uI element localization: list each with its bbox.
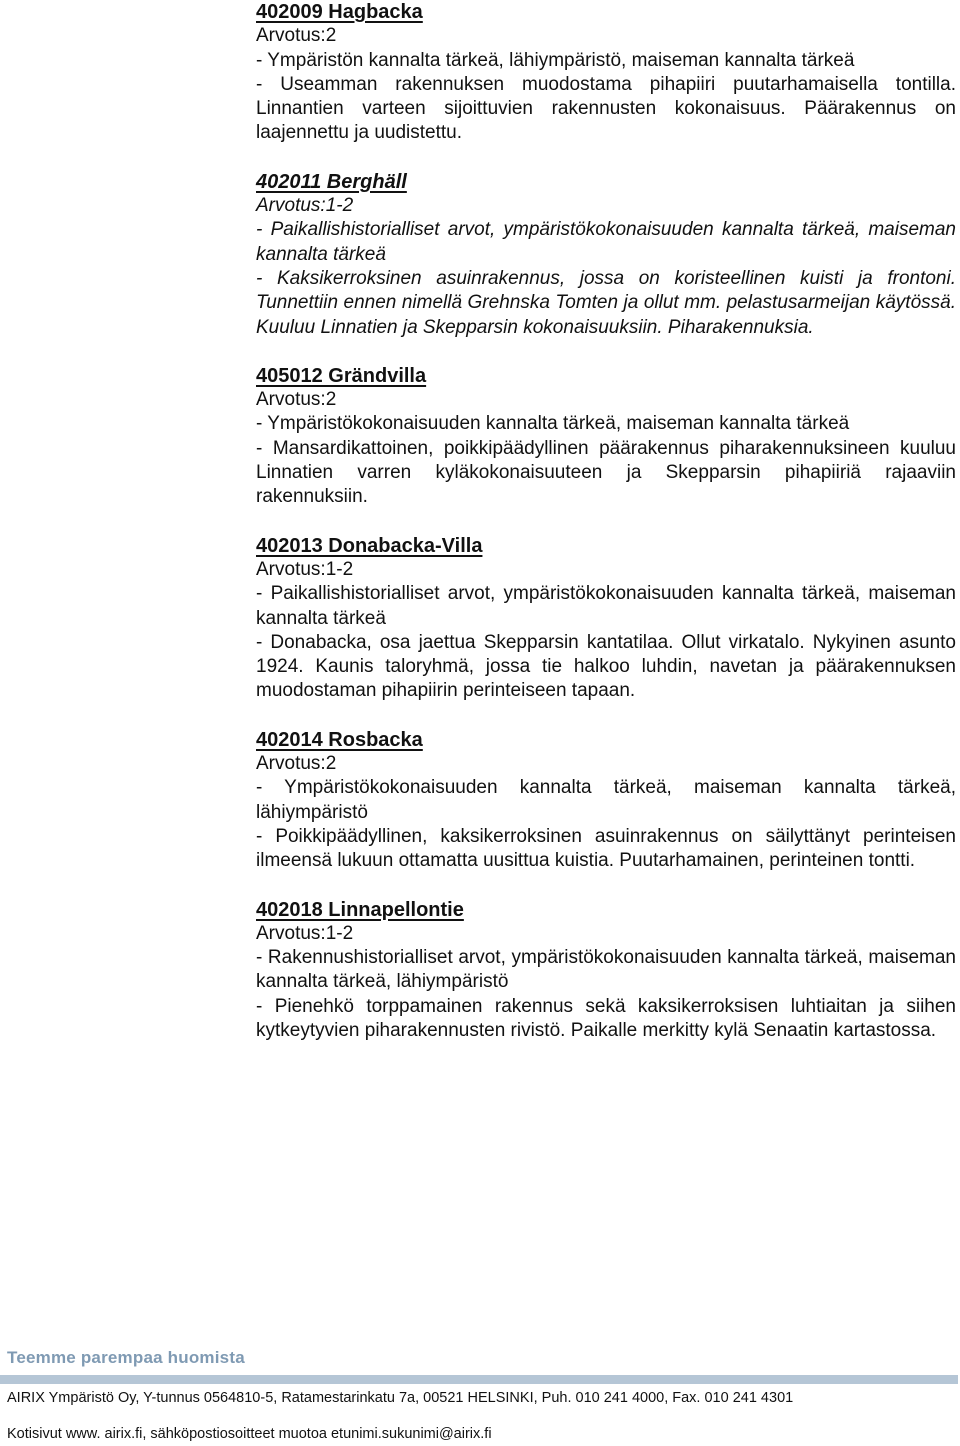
document-body	[256, 0, 956, 1067]
entry-description: - Kaksikerroksinen asuinrakennus, jossa on koristeellinen kuisti ja frontoni. Tunnettiin ennen nimellä Grehnska Tomten ja ollut mm. pelastusarmeijan käytössä. Kuuluu Linnatien ja Skepparsin kokonaisuuksiin. Piharakennuksia.	[256, 267, 956, 338]
entry-description: - Mansardikattoinen, poikkipäädyllinen päärakennus piharakennuksineen kuuluu Linnatien varren kyläkokonaisuuteen ja Skepparsin pihapiiriä rajaaviin rakennuksiin.	[256, 437, 956, 508]
entry-title: 402009 Hagbacka	[256, 1, 423, 23]
entry-values: - Paikallishistorialliset arvot, ympäristökokonaisuuden kannalta tärkeä, maiseman kannalta tärkeä	[256, 583, 956, 629]
entry-grade: Arvotus:2	[256, 389, 337, 411]
entry-values: - Ympäristön kannalta tärkeä, lähiympäristö, maiseman kannalta tärkeä	[256, 49, 855, 71]
company-slogan: Teemme parempaa huomista	[7, 1348, 245, 1367]
entry-description: - Donabacka, osa jaettua Skepparsin kantatilaa. Ollut virkatalo. Nykyinen asunto 1924. Kaunis taloryhmä, jossa tie halkoo luhdin, navetan ja päärakennuksen muodostaman pihapiirin perinteiseen tapaan.	[256, 631, 956, 702]
entry-grade: Arvotus:1-2	[256, 558, 354, 580]
entry-402014	[256, 728, 956, 874]
entry-description: - Poikkipäädyllinen, kaksikerroksinen asuinrakennus on säilyttänyt perinteisen ilmeensä lukuun ottamatta uusittua kuistia. Puutarhamainen, perinteinen tontti.	[256, 825, 956, 872]
entry-grade: Arvotus:1-2	[256, 922, 354, 944]
entry-grade: Arvotus:2	[256, 753, 337, 775]
entry-title: 402014 Rosbacka	[256, 728, 423, 751]
entry-402011	[256, 170, 956, 340]
entry-title: 402013 Donabacka-Villa	[256, 534, 483, 557]
entry-title: 402011 Berghäll	[256, 170, 407, 193]
entry-description: - Useamman rakennuksen muodostama pihapiiri puutarhamaisella tontilla. Linnantien varteen sijoittuvien rakennusten kokonaisuus. Päärakennus on laajennettu ja uudistettu.	[256, 73, 956, 144]
contact-info: Kotisivut www. airix.fi, sähköpostiosoitteet muotoa etunimi.sukunimi@airix.fi	[7, 1426, 492, 1442]
footer-divider	[0, 1375, 958, 1384]
entry-values: - Ympäristökokonaisuuden kannalta tärkeä, maiseman kannalta tärkeä, lähiympäristö	[256, 777, 956, 823]
entry-values: - Rakennushistorialliset arvot, ympäristökokonaisuuden kannalta tärkeä, maiseman kannalta tärkeä, lähiympäristö	[256, 947, 956, 993]
entry-405012	[256, 364, 956, 510]
entry-values: - Ympäristökokonaisuuden kannalta tärkeä, maiseman kannalta tärkeä	[256, 413, 850, 435]
entry-values: - Paikallishistorialliset arvot, ympäristökokonaisuuden kannalta tärkeä, maiseman kannalta tärkeä	[256, 219, 956, 265]
entry-402018	[256, 898, 956, 1044]
entry-grade: Arvotus:2	[256, 25, 337, 47]
entry-402013	[256, 534, 956, 704]
page-footer	[0, 1340, 960, 1446]
entry-title: 402018 Linnapellontie	[256, 898, 464, 921]
entry-description: - Pienehkö torppamainen rakennus sekä kaksikerroksisen luhtiaitan ja siihen kytkeytyvien piharakennusten rivistö. Paikalle merkitty kylä Senaatin kartastossa.	[256, 995, 956, 1041]
company-info: AIRIX Ympäristö Oy, Y-tunnus 0564810-5, Ratamestarinkatu 7a, 00521 HELSINKI, Puh. 010 241 4000, Fax. 010 241 4301	[7, 1390, 794, 1406]
entry-402009	[256, 0, 956, 146]
entry-title: 405012 Grändvilla	[256, 364, 427, 387]
entry-grade: Arvotus:1-2	[256, 195, 354, 217]
